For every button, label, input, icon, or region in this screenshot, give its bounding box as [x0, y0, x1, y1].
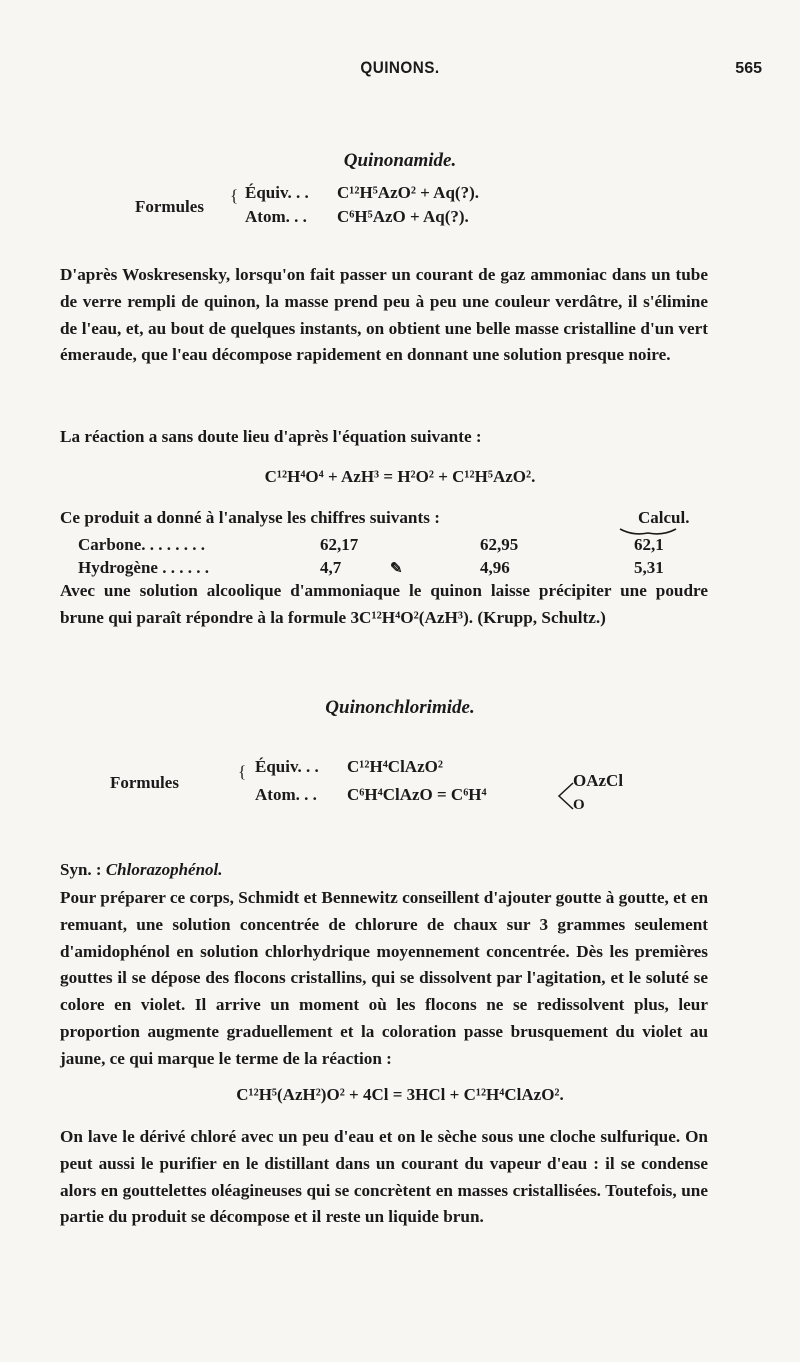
print-mark-icon: ✎	[390, 561, 403, 577]
formula-equiv: Équiv. . . C¹²H⁵AzO² + Aq(?).	[245, 183, 479, 202]
equation-quinonchlorimide: C¹²H⁵(AzH²)O² + 4Cl = 3HCl + C¹²H⁴ClAzO².	[236, 1085, 564, 1104]
syn-label: Syn. :	[60, 860, 102, 879]
formula-block-quinonchlorimide	[110, 757, 730, 817]
value-2: 4,96	[480, 558, 510, 577]
brace-icon: {	[230, 186, 239, 205]
element-hydrogen: Hydrogène . . . . . .	[78, 558, 209, 577]
value-1: 4,7	[320, 558, 342, 577]
analysis-table	[60, 508, 708, 581]
formula-block-quinonamide	[135, 183, 695, 233]
synonym-line	[60, 860, 223, 880]
value-1: 62,17	[320, 535, 359, 554]
section-title-quinonamide: Quinonamide.	[343, 150, 457, 171]
syn-value: Chlorazophénol.	[105, 860, 223, 879]
branch-bond-icon	[555, 779, 575, 813]
formulas-label: Formules	[135, 197, 204, 216]
equation-quinonamide: C¹²H⁴O⁴ + AzH³ = H²O² + C¹²H⁵AzO².	[264, 467, 536, 486]
paragraph-purification: On lave le dérivé chloré avec un peu d'eau et on le sèche sous une cloche sulfurique. On peut aussi le purifier en le distillant dans un courant du vapeur d'eau : il se condense alors en gouttelettes oléagineuses qui se concrètent en masses cristallisées. Toutefois, une partie du produit se décompose et il reste un liquide brun.	[60, 1127, 708, 1227]
paragraph-woskresensky: D'après Woskresensky, lorsqu'on fait passer un courant de gaz ammoniac dans un tube de verre rempli de quinon, la masse prend peu à peu une couleur verdâtre, il s'élimine de l'eau, et, au bout de quelques instants, on obtient une belle masse cristalline d'un vert émeraude, que l'eau décompose rapidement en donnant une solution presque noire.	[60, 265, 708, 365]
value-2: 62,95	[480, 535, 519, 554]
analysis-header-row	[60, 508, 708, 531]
calc-header: Calcul.	[638, 508, 690, 527]
paragraph-analysis: Ce produit a donné à l'analyse les chiffres suivants :	[60, 508, 440, 527]
paragraph-ammoniaque: Avec une solution alcoolique d'ammoniaque le quinon laisse précipiter une poudre brune qui paraît répondre à la formule 3C¹²H⁴O²(AzH³). (Krupp, Schultz.)	[60, 581, 708, 627]
formulas-label: Formules	[110, 773, 179, 792]
running-head	[0, 58, 800, 82]
paragraph-reaction: La réaction a sans doute lieu d'après l'équation suivante :	[60, 427, 482, 446]
branch-bottom: O	[573, 797, 585, 813]
running-title: QUINONS.	[360, 58, 440, 77]
value-calc: 5,31	[634, 558, 664, 577]
paragraph-preparation: Pour préparer ce corps, Schmidt et Bennewitz conseillent d'ajouter goutte à goutte, et en remuant, une solution concentrée de chlorure de chaux sur 3 grammes seulement d'amidophénol en solution chlorhydrique moyennement concentrée. Dès les premières gouttes il se dépose des flocons cristallins, qui se dissolvent par l'agitation, et le soluté se colore en violet. Il arrive un moment où les flocons ne se redissolvent plus, leur proportion augmente graduellement et la coloration passe brusquement du violet au jaune, ce qui marque le terme de la réaction :	[60, 888, 708, 1068]
formula-atom: Atom. . . C⁶H⁵AzO + Aq(?).	[245, 207, 469, 226]
value-calc: 62,1	[634, 535, 664, 554]
page-number: 565	[735, 60, 762, 77]
formula-equiv: Équiv. . . C¹²H⁴ClAzO²	[255, 757, 443, 776]
element-carbon: Carbone. . . . . . . .	[78, 535, 206, 554]
branch-top: OAzCl	[573, 771, 624, 790]
brace-icon: {	[238, 762, 247, 781]
analysis-row	[60, 535, 708, 558]
formula-atom: Atom. . . C⁶H⁴ClAzO = C⁶H⁴	[255, 785, 487, 804]
section-title-quinonchlorimide: Quinonchlorimide.	[325, 697, 475, 718]
